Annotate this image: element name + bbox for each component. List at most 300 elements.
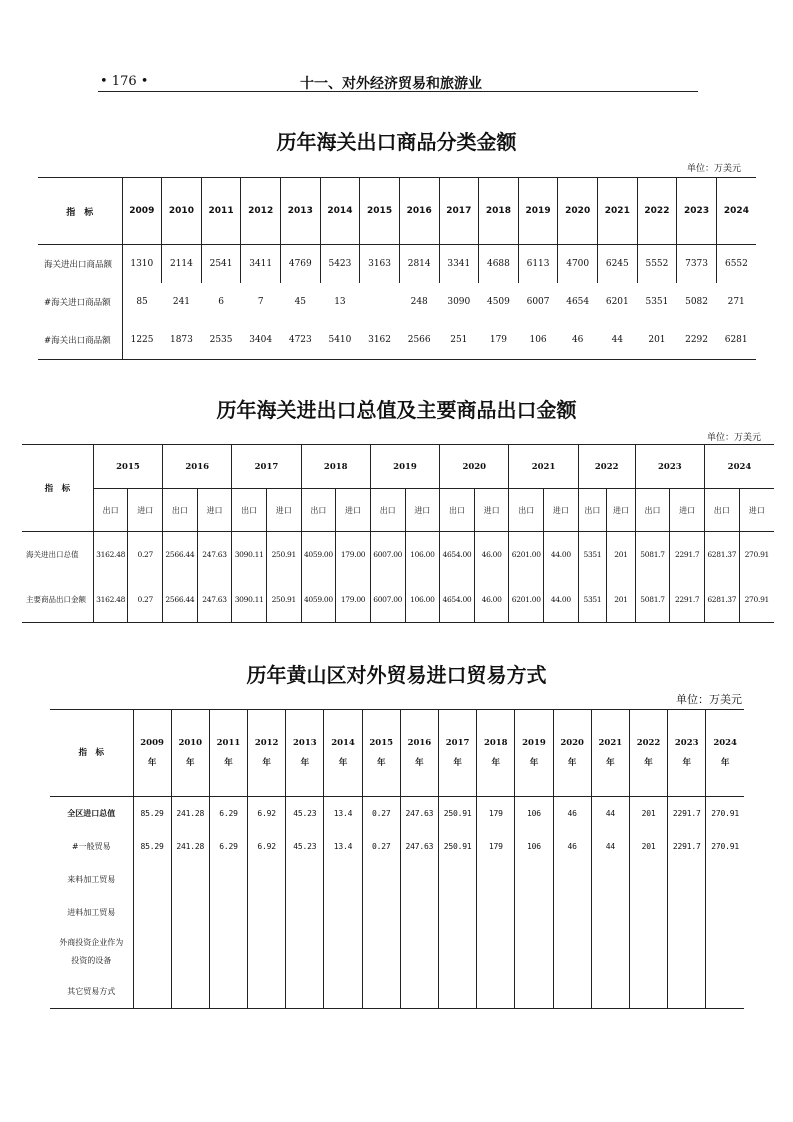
- table-cell: 2566: [407, 335, 431, 345]
- table-cell: 13.4: [324, 797, 362, 831]
- table-cell: 241.28: [171, 830, 209, 863]
- table-cell: 201: [629, 797, 667, 831]
- table-cell: 44: [611, 335, 624, 345]
- table-cell: [362, 863, 400, 896]
- table-cell: 5410: [328, 335, 352, 345]
- year-header: 2017: [232, 445, 301, 489]
- header-rule: [98, 91, 698, 92]
- row-label: [50, 797, 133, 831]
- table-cell: 6.92: [248, 830, 286, 863]
- import-subheader: 进口: [197, 489, 232, 532]
- year-header: 2015: [360, 178, 400, 245]
- table-cell: 251: [450, 335, 468, 345]
- year-suffix: 年: [491, 758, 501, 768]
- table-cell: 106: [529, 335, 547, 345]
- table-cell: [362, 896, 400, 929]
- table-cell: 179.00: [336, 577, 371, 623]
- table-cell: 3162.48: [93, 577, 128, 623]
- table-row: [38, 245, 756, 284]
- table3-title: 历年黄山区对外贸易进口贸易方式: [246, 663, 547, 687]
- table-cell: 2814: [399, 245, 439, 284]
- import-subheader: 进口: [670, 489, 705, 532]
- year-suffix: 年: [453, 758, 462, 768]
- table-cell: 1310: [122, 245, 162, 284]
- customs-export-table: [38, 177, 756, 360]
- table-cell: 1225: [122, 321, 162, 360]
- table-cell: 5351: [645, 297, 669, 307]
- table-cell: 3404: [249, 335, 273, 345]
- table-cell: [515, 929, 553, 975]
- year-number: 2013: [293, 738, 317, 748]
- table-cell: [324, 863, 362, 896]
- table-cell: 3090: [447, 297, 471, 307]
- table-cell: [286, 929, 324, 975]
- table-cell: 4700: [558, 245, 598, 284]
- table-row: [50, 797, 744, 831]
- table-cell: [515, 896, 553, 929]
- year-header: 2020: [558, 178, 598, 245]
- table-cell: [553, 863, 591, 896]
- year-header: 2022: [637, 178, 677, 245]
- year-header: 2019: [518, 178, 558, 245]
- table-cell: 5081.7: [635, 532, 670, 578]
- year-header: 2011: [201, 178, 241, 245]
- table-cell: 106.00: [405, 577, 440, 623]
- table-cell: 0.27: [128, 577, 163, 623]
- table-cell: 3162.48: [93, 532, 128, 578]
- table-cell: [591, 863, 629, 896]
- year-number: 2018: [483, 738, 508, 748]
- table-cell: 3411: [241, 245, 281, 284]
- table-cell: 6.29: [209, 830, 247, 863]
- export-subheader: 出口: [440, 489, 475, 532]
- table-cell: [171, 975, 209, 1009]
- table-cell: 270.91: [739, 532, 774, 578]
- year-header: [706, 710, 744, 797]
- import-subheader: 进口: [336, 489, 371, 532]
- table-cell: 6281: [724, 335, 748, 345]
- table-cell: 2291.7: [668, 797, 706, 831]
- table-cell: [286, 975, 324, 1009]
- table-cell: [248, 929, 286, 975]
- year-suffix: 年: [376, 758, 386, 768]
- table-cell: 201: [607, 577, 636, 623]
- row-label-line: 投资的设备: [71, 956, 112, 965]
- table-cell: 6007.00: [370, 532, 405, 578]
- table-cell: 179: [477, 797, 515, 831]
- table-cell: 13: [334, 297, 346, 307]
- row-label: 海关进出口总值: [26, 550, 79, 559]
- table-cell: [668, 896, 706, 929]
- export-subheader: 出口: [232, 489, 267, 532]
- table-cell: 247.63: [400, 797, 438, 831]
- table-cell: 5552: [637, 245, 677, 284]
- table-cell: [668, 863, 706, 896]
- table-cell: 2292: [685, 335, 709, 345]
- year-number: 2023: [674, 738, 699, 748]
- table-cell: 3090.11: [232, 532, 267, 578]
- export-subheader: 出口: [370, 489, 405, 532]
- row-label-line: 来料加工贸易: [67, 874, 116, 884]
- table-cell: 270.91: [706, 797, 744, 831]
- year-header: 2021: [598, 178, 638, 245]
- table-cell: [171, 863, 209, 896]
- table-cell: 6201.00: [509, 577, 544, 623]
- import-subheader: 进口: [739, 489, 774, 532]
- table-cell: [400, 896, 438, 929]
- table-cell: [668, 929, 706, 975]
- table-cell: 6201: [605, 297, 629, 307]
- table-cell: 2566.44: [163, 532, 198, 578]
- table-cell: 247.63: [400, 830, 438, 863]
- year-header: 2009: [122, 178, 162, 245]
- table-cell: [362, 929, 400, 975]
- table-cell: 44: [591, 797, 629, 831]
- table-row: [22, 577, 774, 623]
- year-header: 2018: [479, 178, 519, 245]
- year-suffix: 年: [529, 758, 539, 768]
- table-cell: 179: [477, 830, 515, 863]
- year-header: 2016: [163, 445, 232, 489]
- table-cell: 2566.44: [163, 577, 198, 623]
- header-label: 指 标: [22, 445, 93, 532]
- table-cell: [515, 863, 553, 896]
- table-cell: 85.29: [133, 797, 171, 831]
- table-cell: [171, 929, 209, 975]
- table-cell: 250.91: [439, 830, 477, 863]
- table-cell: 250.91: [266, 577, 301, 623]
- year-header: 2013: [281, 178, 321, 245]
- row-label: [50, 975, 133, 1009]
- year-header: [171, 710, 209, 797]
- row-label-line: 外商投资企业作为: [59, 938, 124, 947]
- table-cell: 106: [515, 797, 553, 831]
- table-cell: [706, 975, 744, 1009]
- year-header: [248, 710, 286, 797]
- table-cell: 179: [489, 335, 508, 345]
- table-cell: 13.4: [324, 830, 362, 863]
- table-cell: 5423: [320, 245, 360, 284]
- year-header: [591, 710, 629, 797]
- import-subheader: 进口: [266, 489, 301, 532]
- table-cell: 6245: [598, 245, 638, 284]
- year-number: 2015: [369, 738, 394, 748]
- table-cell: 46: [553, 797, 591, 831]
- table-cell: 4509: [486, 297, 510, 307]
- row-label-line: 全区进口总值: [67, 808, 116, 818]
- import-subheader: 进口: [607, 489, 636, 532]
- table-row: [22, 532, 774, 578]
- header-label: 指 标: [50, 710, 133, 797]
- table-cell: 5351: [578, 577, 607, 623]
- table-cell: 6113: [518, 245, 558, 284]
- table-cell: [477, 929, 515, 975]
- table-cell: 6.92: [248, 797, 286, 831]
- import-subheader: 进口: [474, 489, 509, 532]
- table-row: [50, 929, 744, 975]
- year-header: [629, 710, 667, 797]
- import-subheader: 进口: [128, 489, 163, 532]
- year-header: 2021: [509, 445, 578, 489]
- table-cell: 2114: [162, 245, 202, 284]
- table-cell: 248: [410, 297, 428, 307]
- year-header: 2014: [320, 178, 360, 245]
- year-header: 2024: [704, 445, 774, 489]
- table-cell: [706, 929, 744, 975]
- year-number: 2021: [598, 738, 623, 748]
- table-cell: 6007.00: [370, 577, 405, 623]
- table-cell: [209, 929, 247, 975]
- table-cell: [553, 929, 591, 975]
- export-subheader: 出口: [93, 489, 128, 532]
- export-subheader: 出口: [301, 489, 336, 532]
- table-cell: 85.29: [133, 830, 171, 863]
- table-cell: 4059.00: [301, 577, 336, 623]
- table-cell: 6281.37: [704, 532, 739, 578]
- table-cell: [400, 975, 438, 1009]
- table-cell: [515, 975, 553, 1009]
- export-subheader: 出口: [635, 489, 670, 532]
- year-header: [286, 710, 324, 797]
- table-cell: 3163: [360, 245, 400, 284]
- year-number: 2022: [636, 738, 661, 748]
- table-cell: 3162: [368, 335, 392, 345]
- table-cell: 2541: [201, 245, 241, 284]
- year-suffix: 年: [415, 758, 424, 768]
- year-header: 2012: [241, 178, 281, 245]
- table-cell: [477, 975, 515, 1009]
- row-label-line: 其它贸易方式: [67, 986, 116, 996]
- year-number: 2024: [713, 738, 737, 748]
- table-cell: 0.27: [362, 830, 400, 863]
- table2-unit: 单位：万美元: [707, 433, 762, 443]
- table-cell: [591, 896, 629, 929]
- year-header: [477, 710, 515, 797]
- year-header: [209, 710, 247, 797]
- table-cell: 241: [172, 297, 191, 307]
- table-cell: [668, 975, 706, 1009]
- table-cell: 46: [571, 335, 584, 345]
- table-cell: [477, 896, 515, 929]
- year-number: 2014: [331, 738, 355, 748]
- table-cell: [248, 896, 286, 929]
- row-label: [50, 896, 133, 929]
- year-suffix: 年: [262, 758, 271, 768]
- row-label: [50, 830, 133, 863]
- table-cell: [629, 975, 667, 1009]
- table-cell: 106.00: [405, 532, 440, 578]
- year-header: [668, 710, 706, 797]
- year-header: [133, 710, 171, 797]
- export-subheader: 出口: [509, 489, 544, 532]
- customs-total-table: [22, 444, 774, 623]
- table-cell: [439, 929, 477, 975]
- year-header: 2015: [93, 445, 162, 489]
- table-cell: [591, 929, 629, 975]
- table-cell: 46.00: [474, 532, 509, 578]
- table-cell: 250.91: [266, 532, 301, 578]
- table-cell: [324, 929, 362, 975]
- table-cell: [324, 896, 362, 929]
- table-cell: [360, 283, 400, 321]
- table-cell: [209, 975, 247, 1009]
- table-cell: 6552: [716, 245, 756, 284]
- import-trade-mode-table: [50, 709, 744, 1009]
- table-cell: 3341: [439, 245, 479, 284]
- year-header: 2019: [370, 445, 439, 489]
- table-cell: [629, 896, 667, 929]
- row-label: #海关进口商品额: [44, 298, 111, 308]
- row-label-line: 进料加工贸易: [67, 907, 116, 917]
- table-cell: 247.63: [197, 577, 232, 623]
- table-cell: 0.27: [128, 532, 163, 578]
- row-label: 主要商品出口金额: [26, 595, 86, 604]
- table-cell: [362, 975, 400, 1009]
- year-suffix: 年: [186, 758, 195, 768]
- table-cell: 6007: [526, 297, 550, 307]
- table-cell: 2535: [209, 335, 233, 345]
- table-cell: [286, 863, 324, 896]
- table-cell: [133, 896, 171, 929]
- table-cell: 201: [629, 830, 667, 863]
- year-suffix: 年: [224, 758, 233, 768]
- table-cell: 45.23: [286, 830, 324, 863]
- table-cell: 5081.7: [635, 577, 670, 623]
- year-header: 2017: [439, 178, 479, 245]
- table-cell: 44.00: [544, 577, 579, 623]
- table-row: [38, 283, 756, 321]
- import-subheader: 进口: [405, 489, 440, 532]
- table-cell: 4688: [479, 245, 519, 284]
- table2-title: 历年海关进出口总值及主要商品出口金额: [216, 398, 577, 422]
- year-header: 2022: [578, 445, 635, 489]
- table-cell: [706, 896, 744, 929]
- row-label: 海关进出口商品额: [44, 260, 113, 270]
- table-cell: [133, 975, 171, 1009]
- table-cell: [248, 863, 286, 896]
- year-number: 2009: [140, 738, 164, 748]
- export-subheader: 出口: [704, 489, 739, 532]
- table-row: [50, 863, 744, 896]
- table-cell: 201: [607, 532, 636, 578]
- row-label: #海关出口商品额: [44, 336, 111, 346]
- table-cell: 44.00: [544, 532, 579, 578]
- year-suffix: 年: [300, 758, 310, 768]
- table-cell: 3090.11: [232, 577, 267, 623]
- table-cell: 45.23: [286, 797, 324, 831]
- year-header: 2016: [399, 178, 439, 245]
- table-cell: 46.00: [474, 577, 509, 623]
- table-cell: 1873: [169, 335, 193, 345]
- year-header: [439, 710, 477, 797]
- table-cell: [133, 863, 171, 896]
- table-cell: 2291.7: [670, 577, 705, 623]
- table-cell: [439, 863, 477, 896]
- year-number: 2019: [522, 738, 546, 748]
- table-cell: 2291.7: [670, 532, 705, 578]
- year-suffix: 年: [567, 758, 577, 768]
- table-cell: 106: [515, 830, 553, 863]
- table-cell: 4059.00: [301, 532, 336, 578]
- table-cell: [324, 975, 362, 1009]
- table-cell: 46: [553, 830, 591, 863]
- table-cell: [209, 896, 247, 929]
- table-cell: 45: [294, 297, 307, 307]
- table-row: [50, 896, 744, 929]
- table-cell: [477, 863, 515, 896]
- header-label: 指 标: [38, 178, 122, 245]
- table-cell: 270.91: [739, 577, 774, 623]
- table-cell: 6201.00: [509, 532, 544, 578]
- year-suffix: 年: [606, 758, 615, 768]
- table-cell: 6281.37: [704, 577, 739, 623]
- import-subheader: 进口: [544, 489, 579, 532]
- table-cell: 7373: [677, 245, 717, 284]
- table-cell: 4723: [288, 335, 312, 345]
- table-cell: 250.91: [439, 797, 477, 831]
- year-suffix: 年: [147, 758, 157, 768]
- year-suffix: 年: [682, 758, 691, 768]
- year-suffix: 年: [338, 758, 348, 768]
- table-cell: 6.29: [209, 797, 247, 831]
- year-number: 2016: [407, 738, 432, 748]
- row-label-line: #一般贸易: [71, 841, 111, 851]
- year-header: [553, 710, 591, 797]
- table-cell: 0.27: [362, 797, 400, 831]
- table-cell: [629, 929, 667, 975]
- table-cell: 44: [591, 830, 629, 863]
- table-cell: [248, 975, 286, 1009]
- table-cell: 201: [648, 335, 666, 345]
- table-cell: 5082: [685, 297, 709, 307]
- year-header: 2020: [440, 445, 509, 489]
- year-header: [400, 710, 438, 797]
- year-header: 2018: [301, 445, 370, 489]
- year-suffix: 年: [644, 758, 653, 768]
- table1-unit: 单位：万美元: [687, 164, 742, 174]
- table-row: [50, 975, 744, 1009]
- year-number: 2011: [216, 738, 241, 748]
- table-cell: 247.63: [197, 532, 232, 578]
- table-cell: [553, 975, 591, 1009]
- row-label: [50, 929, 133, 975]
- year-header: 2023: [677, 178, 717, 245]
- export-subheader: 出口: [578, 489, 607, 532]
- table-cell: 241.28: [171, 797, 209, 831]
- table-cell: [706, 863, 744, 896]
- table1-title: 历年海关出口商品分类金额: [276, 130, 517, 154]
- table-cell: [133, 929, 171, 975]
- table-cell: 4654: [566, 297, 590, 307]
- table-cell: [591, 975, 629, 1009]
- year-header: [324, 710, 362, 797]
- table-cell: 271: [727, 297, 745, 307]
- table-cell: 179.00: [336, 532, 371, 578]
- section-title: 十一、对外经济贸易和旅游业: [300, 76, 482, 92]
- export-subheader: 出口: [163, 489, 198, 532]
- table-cell: 270.91: [706, 830, 744, 863]
- year-number: 2017: [445, 738, 470, 748]
- table-cell: [400, 929, 438, 975]
- row-label: [50, 863, 133, 896]
- year-header: [515, 710, 553, 797]
- table-cell: 2291.7: [668, 830, 706, 863]
- table-cell: [400, 863, 438, 896]
- table-cell: 5351: [578, 532, 607, 578]
- table-cell: 7: [257, 297, 264, 307]
- table-cell: 4654.00: [440, 532, 475, 578]
- table-cell: [439, 896, 477, 929]
